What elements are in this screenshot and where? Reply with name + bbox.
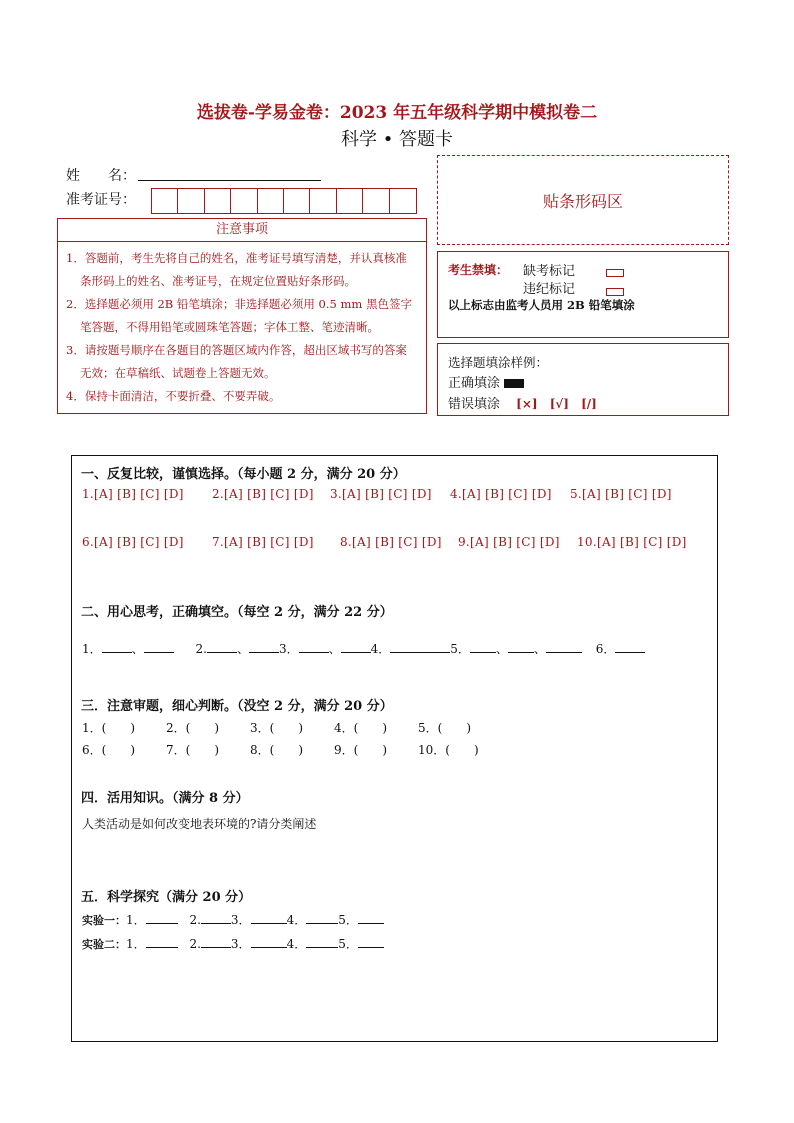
blank-num-6: 6． xyxy=(595,642,616,656)
judge-q7[interactable]: 7．( ) xyxy=(166,743,219,757)
blank-field[interactable] xyxy=(358,936,384,948)
blank-field[interactable] xyxy=(201,936,231,948)
blank-field[interactable] xyxy=(358,912,384,924)
blank-field[interactable] xyxy=(306,912,338,924)
exp-num-1: 1． xyxy=(126,913,146,927)
blank-sep: 、 xyxy=(131,642,144,656)
exp-num-3: 3． xyxy=(230,937,251,951)
choice-q6[interactable]: 6.[A] [B] [C] [D] xyxy=(82,535,184,549)
section1-title: 一、反复比较，谨慎选择。（每小题 2 分，满分 20 分） xyxy=(81,467,406,482)
blank-num-2: 2. xyxy=(195,642,207,656)
exp-num-1: 1． xyxy=(126,937,146,951)
choice-q3[interactable]: 3.[A] [B] [C] [D] xyxy=(330,487,432,501)
choice-q4[interactable]: 4.[A] [B] [C] [D] xyxy=(450,487,552,501)
section2-title: 二、用心思考，正确填空。（每空 2 分，满分 22 分） xyxy=(81,605,393,620)
judge-q2[interactable]: 2．( ) xyxy=(166,721,219,735)
judge-q8[interactable]: 8．( ) xyxy=(250,743,303,757)
exam-number-cell[interactable] xyxy=(337,189,363,213)
exam-number-cell[interactable] xyxy=(258,189,284,213)
fill-example-title: 选择题填涂样例： xyxy=(448,355,549,370)
name-label: 姓 名： xyxy=(66,168,136,184)
blank-num-1: 1． xyxy=(82,642,102,656)
barcode-area xyxy=(437,155,729,245)
blank-sep: 、 xyxy=(236,642,249,656)
wrong-fill-label: 错误填涂 xyxy=(448,397,501,412)
blank-field[interactable] xyxy=(207,641,237,653)
wrong-mark-cross: [×] xyxy=(516,397,538,411)
judge-q5[interactable]: 5．( ) xyxy=(418,721,471,735)
wrong-mark-check: [√] xyxy=(549,397,569,411)
exam-number-label: 准考证号： xyxy=(66,192,136,208)
blank-num-5: 5． xyxy=(450,642,470,656)
correct-fill-sample xyxy=(504,379,524,388)
exam-number-cell[interactable] xyxy=(390,189,416,213)
exp-num-2: 2. xyxy=(189,913,201,927)
exp-num-4: 4． xyxy=(286,937,307,951)
blank-field[interactable] xyxy=(615,641,645,653)
judge-q6[interactable]: 6．( ) xyxy=(82,743,135,757)
blank-sep: 、 xyxy=(328,642,341,656)
experiment1-label: 实验一： xyxy=(82,914,126,927)
blank-sep: 、 xyxy=(495,642,508,656)
choice-q8[interactable]: 8.[A] [B] [C] [D] xyxy=(340,535,442,549)
page-title: 选拔卷-学易金卷：2023 年五年级科学期中模拟卷二 xyxy=(196,103,598,123)
blank-field[interactable] xyxy=(470,641,496,653)
judge-q10[interactable]: 10．( ) xyxy=(418,743,479,757)
exp-num-4: 4． xyxy=(286,913,307,927)
notice-item: 1．答题前，考生先将自己的姓名，准考证号填写清楚，并认真核准条形码上的姓名、准考证号，在规定位置贴好条形码。 xyxy=(66,251,407,288)
blank-field[interactable] xyxy=(146,912,178,924)
exp-num-5: 5． xyxy=(338,937,358,951)
absent-label: 缺考标记 xyxy=(523,264,576,279)
blank-field[interactable] xyxy=(251,912,287,924)
correct-fill-label: 正确填涂 xyxy=(448,376,501,391)
blank-field[interactable] xyxy=(546,641,582,653)
section4-question: 人类活动是如何改变地表环境的?请分类阐述 xyxy=(82,817,317,831)
barcode-label: 贴条形码区 xyxy=(542,191,623,211)
judge-q3[interactable]: 3．( ) xyxy=(250,721,303,735)
violation-mark-box[interactable] xyxy=(606,288,624,296)
exam-number-grid[interactable] xyxy=(151,188,417,214)
fill-example-box xyxy=(437,343,729,416)
proctor-box xyxy=(437,251,729,338)
blank-field[interactable] xyxy=(299,641,329,653)
blank-num-4: 4． xyxy=(370,642,391,656)
choice-q1[interactable]: 1.[A] [B] [C] [D] xyxy=(82,487,184,501)
exp-num-5: 5． xyxy=(338,913,358,927)
exam-number-cell[interactable] xyxy=(310,189,336,213)
answer-area xyxy=(71,455,718,1042)
blank-num-3: 3． xyxy=(278,642,299,656)
blank-field[interactable] xyxy=(251,936,287,948)
choice-q2[interactable]: 2.[A] [B] [C] [D] xyxy=(212,487,314,501)
experiment1-row xyxy=(82,911,384,928)
exam-number-cell[interactable] xyxy=(205,189,231,213)
exam-number-cell[interactable] xyxy=(152,189,178,213)
blank-field[interactable] xyxy=(144,641,174,653)
blank-field[interactable] xyxy=(102,641,132,653)
section3-title: 三．注意审题，细心判断。（没空 2 分，满分 20 分） xyxy=(81,699,393,714)
fill-blank-row xyxy=(82,640,645,657)
wrong-mark-slash: [/] xyxy=(581,397,597,411)
name-field[interactable] xyxy=(138,180,321,181)
blank-field[interactable] xyxy=(306,936,338,948)
judge-q1[interactable]: 1．( ) xyxy=(82,721,135,735)
blank-field[interactable] xyxy=(249,641,279,653)
notice-heading: 注意事项 xyxy=(57,218,427,242)
section5-title: 五．科学探究（满分 20 分） xyxy=(81,890,252,905)
violation-label: 违纪标记 xyxy=(523,282,576,297)
choice-q5[interactable]: 5.[A] [B] [C] [D] xyxy=(570,487,672,501)
exam-number-cell[interactable] xyxy=(231,189,257,213)
exam-number-cell[interactable] xyxy=(284,189,310,213)
judge-q4[interactable]: 4．( ) xyxy=(334,721,387,735)
ban-label: 考生禁填： xyxy=(448,263,509,277)
experiment2-row xyxy=(82,935,384,952)
exp-num-2: 2. xyxy=(189,937,201,951)
blank-field[interactable] xyxy=(201,912,231,924)
choice-q9[interactable]: 9.[A] [B] [C] [D] xyxy=(458,535,560,549)
experiment2-label: 实验二： xyxy=(82,938,126,951)
notice-item: 3．请按题号顺序在各题目的答题区域内作答，超出区域书写的答案无效；在草稿纸、试题卷上答题无效。 xyxy=(66,343,407,380)
blank-field[interactable] xyxy=(341,641,371,653)
choice-q7[interactable]: 7.[A] [B] [C] [D] xyxy=(212,535,314,549)
notice-item: 4．保持卡面清洁，不要折叠、不要弄破。 xyxy=(66,389,281,403)
notice-item: 2．选择题必须用 2B 铅笔填涂；非选择题必须用 0.5 mm 黑色签字笔答题，不得用铅笔或圆珠笔答题；字体工整、笔迹清晰。 xyxy=(66,297,412,334)
absent-mark-box[interactable] xyxy=(606,269,624,277)
exp-num-3: 3． xyxy=(230,913,251,927)
exam-number-cell[interactable] xyxy=(363,189,389,213)
blank-sep: 、 xyxy=(533,642,546,656)
ban-note: 以上标志由监考人员用 2B 铅笔填涂 xyxy=(448,298,635,312)
blank-field[interactable] xyxy=(146,936,178,948)
exam-number-cell[interactable] xyxy=(178,189,204,213)
page-subtitle: 科学 • 答题卡 xyxy=(340,129,454,150)
section4-title: 四．活用知识。（满分 8 分） xyxy=(81,791,249,806)
notice-body xyxy=(57,242,427,414)
judge-q9[interactable]: 9．( ) xyxy=(334,743,387,757)
blank-field[interactable] xyxy=(390,641,450,653)
blank-field[interactable] xyxy=(508,641,534,653)
choice-q10[interactable]: 10.[A] [B] [C] [D] xyxy=(577,535,687,549)
